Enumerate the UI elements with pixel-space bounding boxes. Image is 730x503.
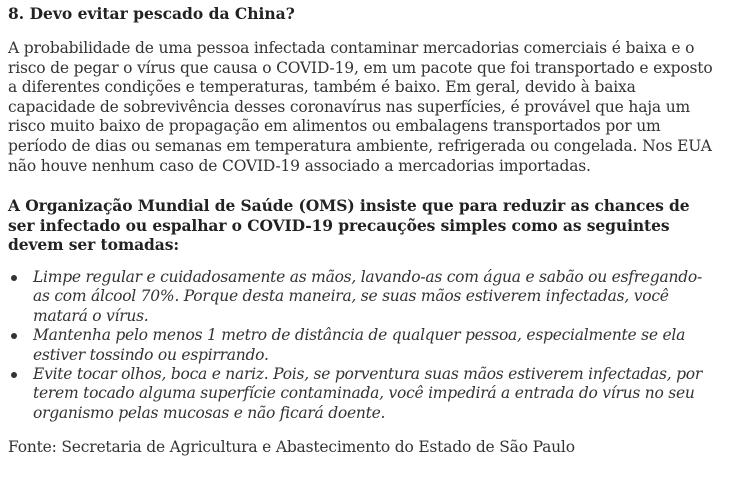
bullet-icon xyxy=(11,275,17,281)
intro-paragraph: A probabilidade de uma pessoa infectada contaminar mercadorias comerciais é baixa e o risco de pegar o vírus que causa o COVID-19, em um pacote que foi transportado e exposto a diferentes condições e temperaturas, também é baixo. Em geral, devido à baixa capacidade de sobrevivência desses coronavírus nas superfícies, é provável que haja um risco muito baixo de propagação em alimentos ou embalagens transportados por um período de dias ou semanas em temperatura ambiente, refrigerada ou congelada. Nos EUA não houve nenhum caso de COVID-19 associado a mercadorias importadas. xyxy=(8,39,713,175)
bullet-icon xyxy=(11,333,17,339)
section-heading: 8. Devo evitar pescado da China? xyxy=(8,4,295,23)
precautions-list xyxy=(8,268,714,423)
list-item xyxy=(33,268,714,326)
list-item-text: Limpe regular e cuidadosamente as mãos, lavando-as com água e sabão ou esfregando-as com álcool 70%. Porque desta maneira, se suas mãos estiverem infectadas, você matará o vírus. xyxy=(33,267,702,325)
list-item-text: Mantenha pelo menos 1 metro de distância de qualquer pessoa, especialmente se ela estiver tossindo ou espirrando. xyxy=(33,326,686,364)
list-item-text: Evite tocar olhos, boca e nariz. Pois, se porventura suas mãos estiverem infectadas, por terem tocado alguma superfície contaminada, você impedirá a entrada do vírus no seu organismo pelas mucosas e não ficará doente. xyxy=(33,364,703,422)
list-item xyxy=(33,326,714,365)
list-item xyxy=(33,365,714,423)
who-recommendation-paragraph: A Organização Mundial de Saúde (OMS) insiste que para reduzir as chances de ser infectado ou espalhar o COVID-19 precauções simples como as seguintes devem ser tomadas: xyxy=(8,196,690,255)
source-credit: Fonte: Secretaria de Agricultura e Abastecimento do Estado de São Paulo xyxy=(8,438,575,457)
bullet-icon xyxy=(11,372,17,378)
